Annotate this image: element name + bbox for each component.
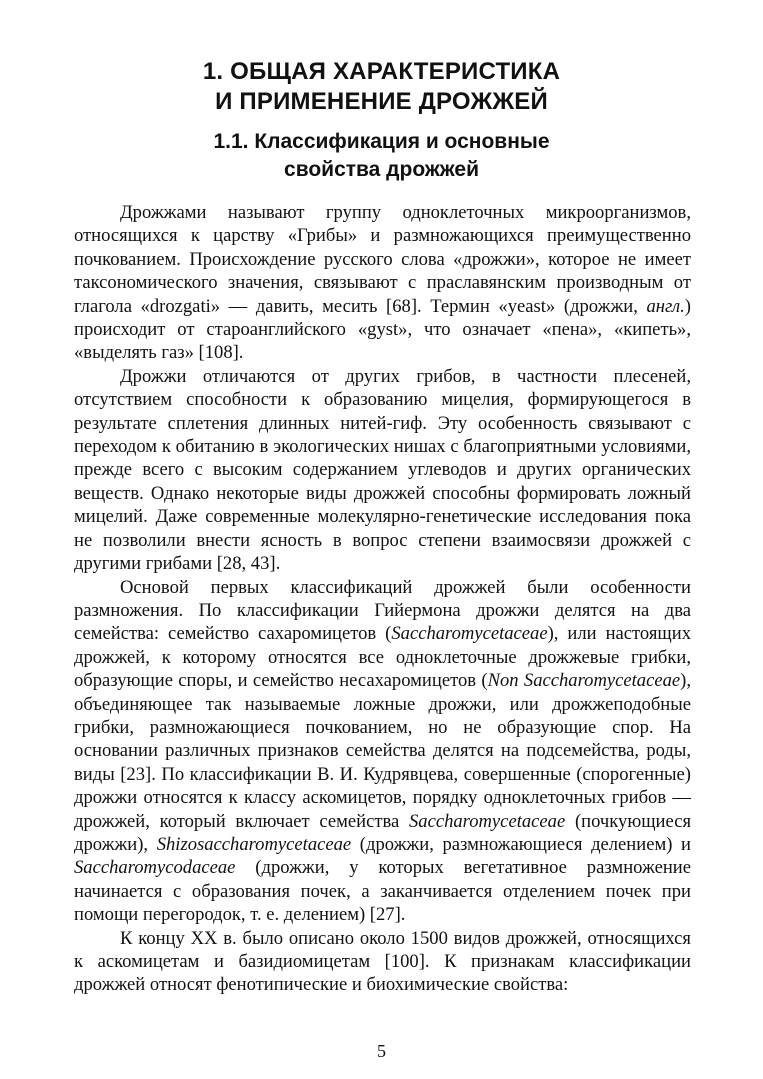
body-text: [74, 201, 691, 997]
paragraph-3: [74, 576, 691, 927]
paragraph-4: К концу XX в. было описано около 1500 видов дрожжей, относящихся к аскомицетам и базидиомицетам [100]. К признакам классификации дрожжей относят фенотипические и биохимические свойства:: [74, 927, 691, 996]
paragraph-3-text-i: (дрожжи, размножающиеся делением) и: [351, 833, 691, 855]
paragraph-3-italic-saccharomycetaceae-2: Saccharomycetaceae: [408, 810, 566, 832]
chapter-title: [0, 57, 763, 117]
paragraph-1-text-a: Дрожжами называют группу одноклеточных микроорганизмов, относящихся к царству «Грибы» и размножающихся преимущественно почкованием. Происхождение русского слова «дрожжи», которое не имеет таксономического значения, связывают с праславянским производным от глагола «drozgati» — давить, месить [68]. Термин «yeast» (дрожжи,: [74, 202, 691, 317]
paragraph-3-italic-shizosaccharomycetaceae: Shizosaccharomycetaceae: [156, 833, 352, 855]
paragraph-3-text-e: ), объединяющее так называемые ложные дрожжи, или дрожжеподобные грибки, размножающиеся почкованием, но не образующие спор. На основании различных признаков семейства делятся на подсемейства, роды, виды [23]. По классификации В. И. Кудрявцева, совершенные (спорогенные) дрожжи относятся к классу аскомицетов, порядку одноклеточных грибов — дрожжей, который включает семейства: [74, 670, 691, 832]
paragraph-3-text-k: (дрожжи, у которых вегетативное размножение начинается с образования почек, а заканчивается отделением почек при помощи перегородок, т. е. делением) [27].: [74, 857, 691, 926]
paragraph-3-italic-saccharomycetaceae: Saccharomycetaceae: [391, 623, 548, 645]
paragraph-1-text-c: ) происходит от староанглийского «gyst», что означает «пена», «кипеть», «выделять газ» [108].: [74, 295, 691, 364]
paragraph-3-text-g: (почкующиеся дрожжи),: [74, 810, 691, 855]
section-title-line-2: свойства дрожжей: [284, 158, 479, 181]
paragraph-3-text-a: Основой первых классификаций дрожжей были особенности размножения. По классификации Гийермона дрожжи делятся на два семейства: семейство сахаромицетов (: [74, 576, 691, 645]
paragraph-1-italic-engl: англ.: [646, 295, 685, 317]
section-title-line-1: 1.1. Классификация и основные: [213, 130, 550, 153]
chapter-title-line-2: И ПРИМЕНЕНИЕ ДРОЖЖЕЙ: [215, 88, 548, 115]
page-number: 5: [377, 1041, 386, 1061]
paragraph-3-italic-non-saccharomycetaceae: Non Saccharomycetaceae: [487, 670, 681, 692]
chapter-title-line-1: 1. ОБЩАЯ ХАРАКТЕРИСТИКА: [202, 58, 561, 85]
paragraph-1: [74, 201, 691, 365]
paragraph-2: Дрожжи отличаются от других грибов, в частности плесеней, отсутствием способности к образованию мицелия, формирующегося в результате сплетения длинных нитей-гиф. Эту особенность связывают с переходом к обитанию в экологических нишах с благоприятными условиями, прежде всего с высоким содержанием углеводов и других органических веществ. Однако некоторые виды дрожжей способны формировать ложный мицелий. Даже современные молекулярно-генетические исследования пока не позволили внести ясность в вопрос степени взаимосвязи дрожжей с другими грибами [28, 43].: [74, 365, 691, 575]
section-title: [0, 128, 763, 184]
paragraph-3-text-c: ), или настоящих дрожжей, к которому относятся все одноклеточные дрожжевые грибки, образующие споры, и семейство несахаромицетов (: [74, 623, 691, 692]
paragraph-3-italic-saccharomycodaceae: Saccharomycodaceae: [74, 857, 236, 879]
